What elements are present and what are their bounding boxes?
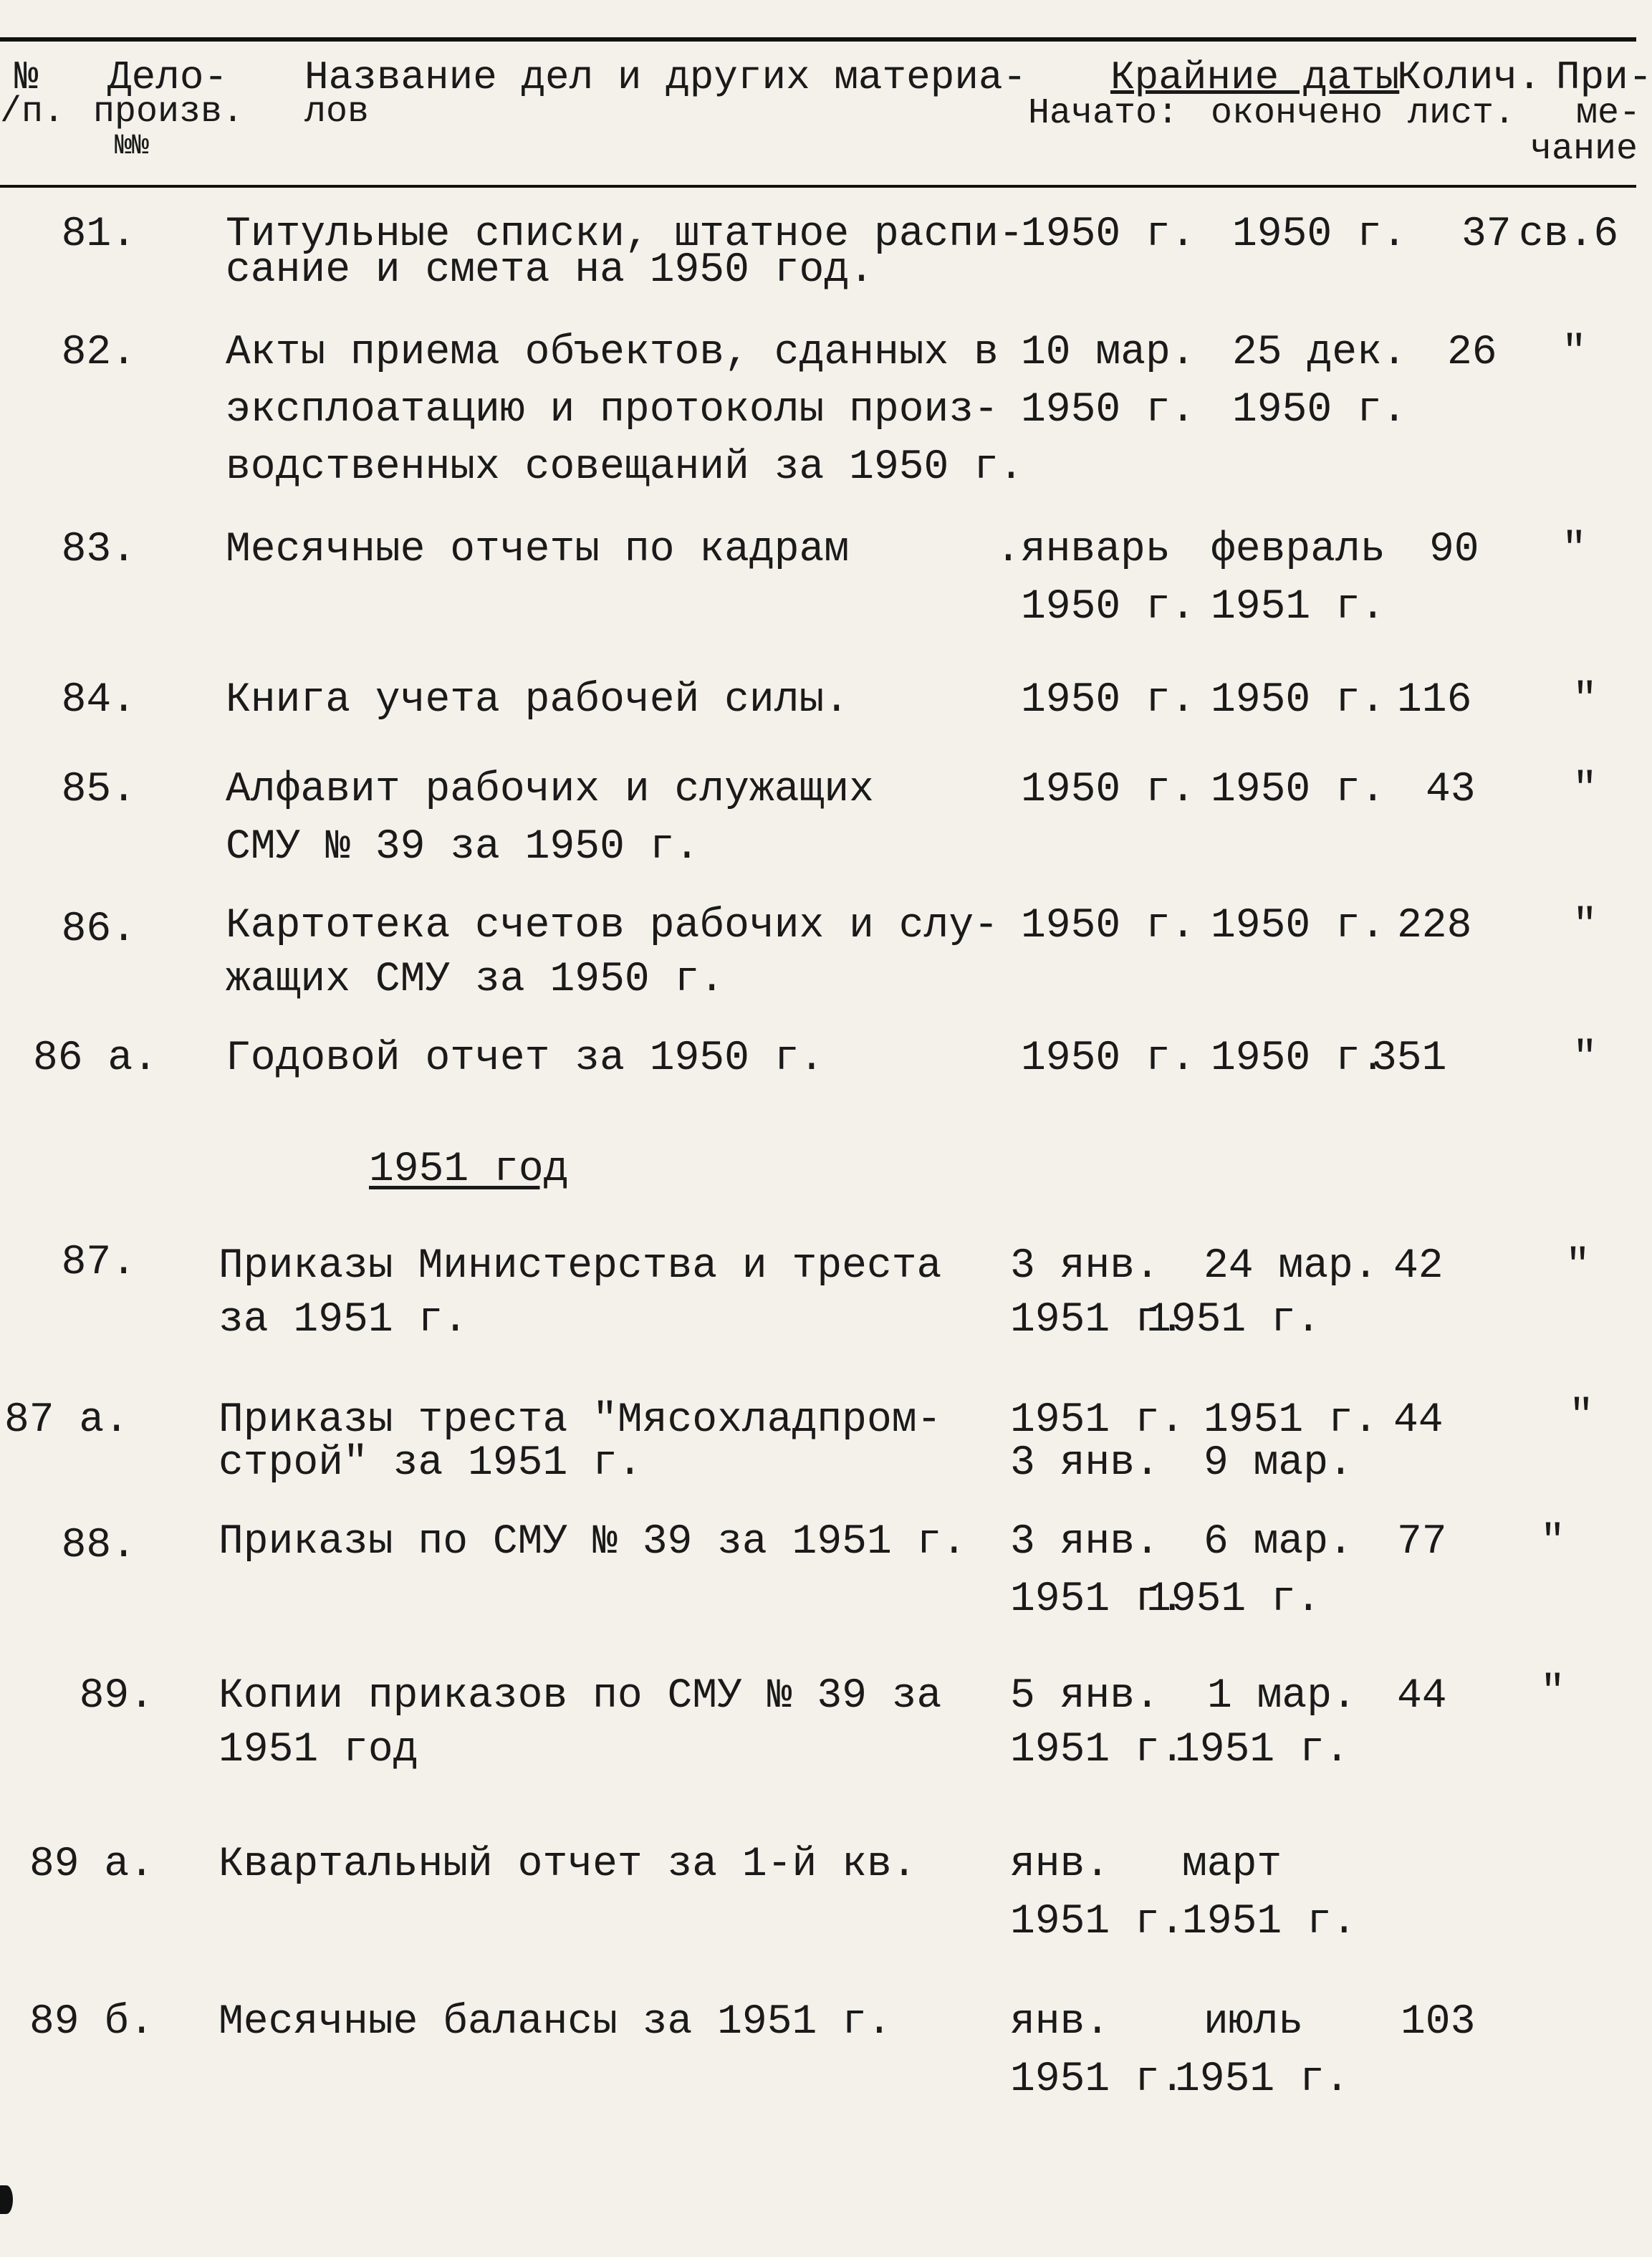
row-title-line: Годовой отчет за 1950 г. (226, 1035, 825, 1082)
row-start-date: 1950 г. (1021, 767, 1196, 813)
row-title-line: Титульные списки, штатное распи- (226, 211, 1024, 258)
row-sheet-count: 44 (1393, 1397, 1444, 1444)
row-start-date: .январь (996, 527, 1171, 573)
row-sheet-count: 103 (1401, 1999, 1476, 2046)
row-title-line: Приказы по СМУ № 39 за 1951 г. (218, 1519, 967, 1566)
header-dates-label: Крайние даты (1110, 54, 1400, 100)
row-sheet-count: 37 (1461, 211, 1512, 258)
row-sheet-count: 351 (1372, 1035, 1447, 1082)
row-number: 82. (61, 330, 136, 376)
row-end-date: 1951 г. (1146, 1297, 1321, 1343)
row-start-date: 1950 г. (1021, 211, 1196, 258)
row-start-date: янв. (1010, 1999, 1110, 2046)
row-end-date: 1950 г. (1232, 387, 1407, 433)
row-number: 83. (61, 527, 136, 573)
header-qty-label-2: лист. (1408, 93, 1516, 134)
row-note: " (1540, 1669, 1565, 1716)
row-end-date: февраль (1211, 527, 1386, 573)
header-top-rule (0, 37, 1636, 42)
row-number: 89 б. (29, 1999, 154, 2046)
row-end-date: 1950 г. (1232, 211, 1407, 258)
row-note: " (1562, 330, 1587, 376)
row-number: 89. (79, 1673, 154, 1720)
row-number: 86. (61, 906, 136, 953)
row-title-line: эксплоатацию и протоколы произ- (226, 387, 999, 433)
row-title-line: 1951 год (218, 1727, 418, 1773)
row-number: 81. (61, 211, 136, 258)
row-note: св.6 (1519, 211, 1619, 258)
header-no-label: № (14, 54, 39, 100)
row-sheet-count: 77 (1397, 1519, 1447, 1566)
row-note: " (1562, 527, 1587, 573)
row-title-line: Книга учета рабочей силы. (226, 677, 850, 724)
row-title-line: жащих СМУ за 1950 г. (226, 957, 725, 1003)
header-note-label-2: ме- (1576, 93, 1641, 134)
row-sheet-count: 116 (1397, 677, 1472, 724)
row-title-line: за 1951 г. (218, 1297, 469, 1343)
header-case-label-2: произв. (93, 92, 244, 133)
year-heading: 1951 год (369, 1146, 569, 1193)
row-start-date: 1951 г. (1010, 2056, 1185, 2103)
row-start-date: 10 мар. (1021, 330, 1196, 376)
row-end-date: 1951 г. (1204, 1397, 1378, 1444)
row-title-line: Приказы Министерства и треста (218, 1243, 942, 1290)
row-start-date: 1951 г. (1010, 1297, 1185, 1343)
header-note-label-3: чание (1530, 129, 1638, 170)
row-start-date: 5 янв. (1010, 1673, 1160, 1720)
row-end-date: 1951 г. (1175, 2056, 1350, 2103)
row-end-date: 1950 г. (1211, 677, 1386, 724)
row-sheet-count: 26 (1447, 330, 1497, 376)
row-number: 87. (61, 1240, 136, 1286)
row-end-date: 1951 г. (1146, 1576, 1321, 1623)
row-note: " (1572, 677, 1598, 724)
row-end-date: март (1182, 1841, 1282, 1888)
header-case-label-3: №№ (115, 130, 150, 163)
scan-edge-mark (0, 2185, 13, 2214)
row-note: " (1569, 1394, 1594, 1440)
row-note: " (1565, 1243, 1590, 1290)
row-title-line: сание и смета на 1950 год. (226, 247, 874, 294)
row-title-line: Квартальный отчет за 1-й кв. (218, 1841, 917, 1888)
row-note: " (1572, 767, 1598, 813)
row-title-line: Копии приказов по СМУ № 39 за (218, 1673, 942, 1720)
row-sheet-count: 44 (1397, 1673, 1447, 1720)
row-start-date: 1951 г. (1010, 1576, 1185, 1623)
row-start-date: 3 янв. (1010, 1243, 1160, 1290)
row-end-date: 1951 г. (1175, 1727, 1350, 1773)
row-end-date: 25 дек. (1232, 330, 1407, 376)
header-bottom-rule (0, 185, 1636, 188)
row-sheet-count: 42 (1393, 1243, 1444, 1290)
row-sheet-count: 90 (1429, 527, 1479, 573)
row-end-date: 24 мар. (1204, 1243, 1378, 1290)
row-start-date: 1950 г. (1021, 387, 1196, 433)
row-start-date: 1951 г. (1010, 1727, 1185, 1773)
row-title-line: водственных совещаний за 1950 г. (226, 444, 1024, 491)
row-end-date: 1 мар. (1207, 1673, 1357, 1720)
row-title-line: Алфавит рабочих и служащих (226, 767, 874, 813)
row-end-date: 1950 г. (1211, 767, 1386, 813)
row-title-line: Месячные балансы за 1951 г. (218, 1999, 892, 2046)
row-title-line: строй" за 1951 г. (218, 1440, 643, 1487)
header-no-label-sub: /п. (0, 92, 65, 133)
header-title-label-1: Название дел и других материа- (304, 54, 1027, 100)
row-end-date: 1950 г. (1211, 1035, 1386, 1082)
row-note: " (1540, 1519, 1565, 1566)
row-number: 86 а. (32, 1035, 158, 1082)
row-end-date: 6 мар. (1204, 1519, 1353, 1566)
row-start-date: 1951 г. (1010, 1899, 1185, 1945)
header-case-label-1: Дело- (107, 54, 229, 100)
row-start-date: 1950 г. (1021, 903, 1196, 949)
row-start-date: 3 янв. (1010, 1440, 1160, 1487)
header-note-label-1: При- (1556, 54, 1652, 100)
row-sheet-count: 43 (1426, 767, 1476, 813)
row-number: 84. (61, 677, 136, 724)
row-number: 88. (61, 1523, 136, 1569)
row-end-date: 9 мар. (1204, 1440, 1353, 1487)
row-start-date: 1950 г. (1021, 677, 1196, 724)
header-title-label-2: лов (304, 92, 370, 133)
row-sheet-count: 228 (1397, 903, 1472, 949)
row-end-date: июль (1204, 1999, 1304, 2046)
row-end-date: 1951 г. (1182, 1899, 1357, 1945)
row-start-date: 1951 г. (1010, 1397, 1185, 1444)
row-start-date: янв. (1010, 1841, 1110, 1888)
row-start-date: 1950 г. (1021, 584, 1196, 631)
header-dates-end: окончено (1211, 93, 1383, 134)
header-dates-start: Начато: (1028, 93, 1179, 134)
row-start-date: 1950 г. (1021, 1035, 1196, 1082)
row-title-line: СМУ № 39 за 1950 г. (226, 824, 700, 871)
row-start-date: 3 янв. (1010, 1519, 1160, 1566)
row-title-line: Месячные отчеты по кадрам (226, 527, 850, 573)
row-note: " (1572, 1035, 1598, 1082)
row-title-line: Приказы треста "Мясохладпром- (218, 1397, 942, 1444)
header-qty-label-1: Колич. (1397, 54, 1542, 100)
row-note: " (1572, 903, 1598, 949)
row-title-line: Картотека счетов рабочих и слу- (226, 903, 999, 949)
row-number: 89 а. (29, 1841, 154, 1888)
row-title-line: Акты приема объектов, сданных в (226, 330, 999, 376)
row-number: 85. (61, 767, 136, 813)
row-end-date: 1951 г. (1211, 584, 1386, 631)
row-number: 87 а. (4, 1397, 129, 1444)
row-end-date: 1950 г. (1211, 903, 1386, 949)
